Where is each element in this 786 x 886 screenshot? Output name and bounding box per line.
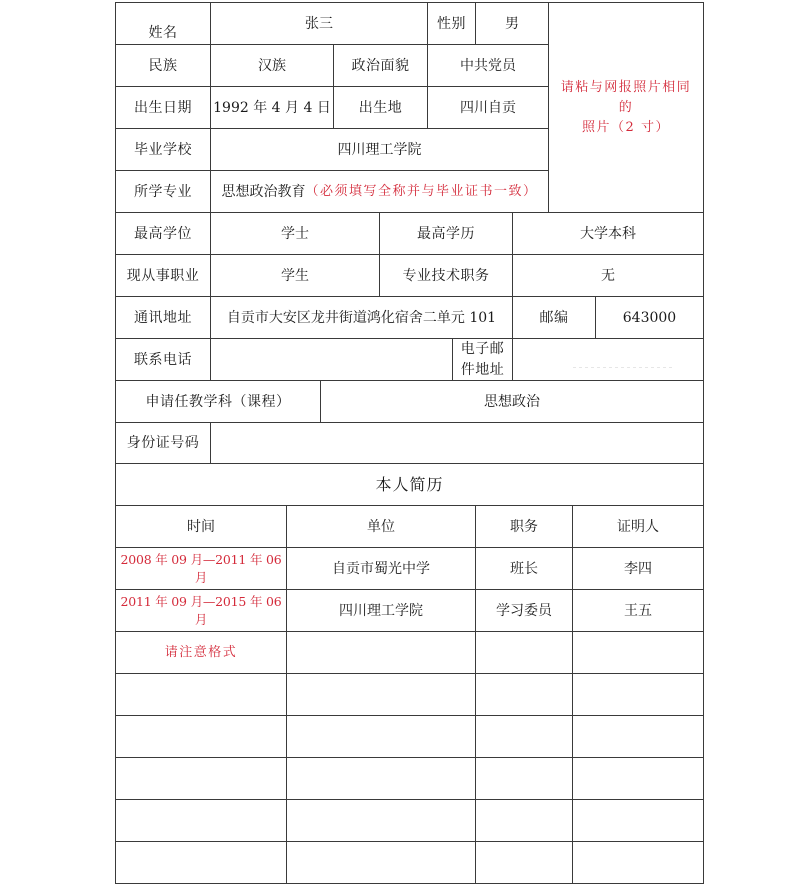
field-birthplace[interactable]: 四川自贡 <box>427 86 549 129</box>
resume-row-7-unit[interactable] <box>286 841 476 884</box>
label-occupation: 现从事职业 <box>115 254 211 297</box>
label-address: 通讯地址 <box>115 296 211 339</box>
resume-row-1-time[interactable]: 2011 年 09 月—2015 年 06 月 <box>115 589 287 632</box>
resume-row-2-time[interactable]: 请注意格式 <box>115 631 287 674</box>
resume-row-1-witness[interactable]: 王五 <box>572 589 704 632</box>
label-name: 姓名 <box>115 2 211 45</box>
resume-row-3-unit[interactable] <box>286 673 476 716</box>
label-gender: 性别 <box>427 2 476 45</box>
major-value: 思想政治教育 <box>221 183 306 200</box>
photo-note <box>549 78 703 138</box>
resume-row-5-witness[interactable] <box>572 757 704 800</box>
label-education: 最高学历 <box>379 212 513 255</box>
field-education[interactable]: 大学本科 <box>512 212 704 255</box>
resume-row-6-time[interactable] <box>115 799 287 842</box>
resume-row-1-position[interactable]: 学习委员 <box>475 589 573 632</box>
label-ethnicity: 民族 <box>115 44 211 87</box>
resume-row-3-position[interactable] <box>475 673 573 716</box>
photo-note-line2: 照片（2 寸） <box>582 119 670 135</box>
resume-row-5-unit[interactable] <box>286 757 476 800</box>
resume-section-title: 本人简历 <box>115 463 704 506</box>
erased-text-artifact <box>573 367 673 368</box>
resume-row-7-time[interactable] <box>115 841 287 884</box>
field-subject[interactable]: 思想政治 <box>320 380 704 423</box>
resume-row-6-witness[interactable] <box>572 799 704 842</box>
label-political-status: 政治面貌 <box>333 44 428 87</box>
resume-row-3-time[interactable] <box>115 673 287 716</box>
resume-header-position: 职务 <box>475 505 573 548</box>
application-form <box>116 3 704 883</box>
photo-placeholder[interactable] <box>548 2 704 213</box>
label-subject: 申请任教学科（课程） <box>115 380 321 423</box>
label-school: 毕业学校 <box>115 128 211 171</box>
label-email-line2: 件地址 <box>460 361 505 378</box>
field-email[interactable] <box>512 338 704 381</box>
label-birth-date: 出生日期 <box>115 86 211 129</box>
field-phone[interactable] <box>210 338 453 381</box>
resume-row-6-unit[interactable] <box>286 799 476 842</box>
label-degree: 最高学位 <box>115 212 211 255</box>
label-email-line1: 电子邮 <box>460 340 505 357</box>
label-professional-title: 专业技术职务 <box>379 254 513 297</box>
major-note: （必须填写全称并与毕业证书一致） <box>305 183 538 199</box>
resume-row-7-position[interactable] <box>475 841 573 884</box>
resume-header-unit: 单位 <box>286 505 476 548</box>
resume-row-0-witness[interactable]: 李四 <box>572 547 704 590</box>
resume-row-3-witness[interactable] <box>572 673 704 716</box>
resume-row-0-time[interactable]: 2008 年 09 月—2011 年 06 月 <box>115 547 287 590</box>
resume-row-2-witness[interactable] <box>572 631 704 674</box>
resume-header-time: 时间 <box>115 505 287 548</box>
resume-row-2-position[interactable] <box>475 631 573 674</box>
resume-row-6-position[interactable] <box>475 799 573 842</box>
resume-row-4-position[interactable] <box>475 715 573 758</box>
field-name[interactable]: 张三 <box>210 2 428 45</box>
field-professional-title[interactable]: 无 <box>512 254 704 297</box>
label-id-number: 身份证号码 <box>115 422 211 464</box>
field-occupation[interactable]: 学生 <box>210 254 380 297</box>
resume-row-4-time[interactable] <box>115 715 287 758</box>
photo-note-line1: 请粘与网报照片相同的 <box>560 79 692 115</box>
field-id-number[interactable] <box>210 422 704 464</box>
label-major: 所学专业 <box>115 170 211 213</box>
resume-row-5-time[interactable] <box>115 757 287 800</box>
resume-row-4-witness[interactable] <box>572 715 704 758</box>
field-political-status[interactable]: 中共党员 <box>427 44 549 87</box>
label-email <box>452 338 513 381</box>
resume-row-0-position[interactable]: 班长 <box>475 547 573 590</box>
resume-row-0-unit[interactable]: 自贡市蜀光中学 <box>286 547 476 590</box>
field-birth-date[interactable]: 1992 年 4 月 4 日 <box>210 86 334 129</box>
label-postcode: 邮编 <box>512 296 596 339</box>
field-degree[interactable]: 学士 <box>210 212 380 255</box>
field-address[interactable]: 自贡市大安区龙井街道鸿化宿舍二单元 101 <box>210 296 513 339</box>
field-school[interactable]: 四川理工学院 <box>210 128 549 171</box>
field-postcode[interactable]: 643000 <box>595 296 704 339</box>
field-ethnicity[interactable]: 汉族 <box>210 44 334 87</box>
resume-row-2-unit[interactable] <box>286 631 476 674</box>
resume-row-1-unit[interactable]: 四川理工学院 <box>286 589 476 632</box>
resume-header-witness: 证明人 <box>572 505 704 548</box>
label-birthplace: 出生地 <box>333 86 428 129</box>
resume-row-4-unit[interactable] <box>286 715 476 758</box>
resume-row-5-position[interactable] <box>475 757 573 800</box>
field-gender[interactable]: 男 <box>475 2 549 45</box>
field-major[interactable] <box>210 170 549 213</box>
resume-row-7-witness[interactable] <box>572 841 704 884</box>
label-phone: 联系电话 <box>115 338 211 381</box>
